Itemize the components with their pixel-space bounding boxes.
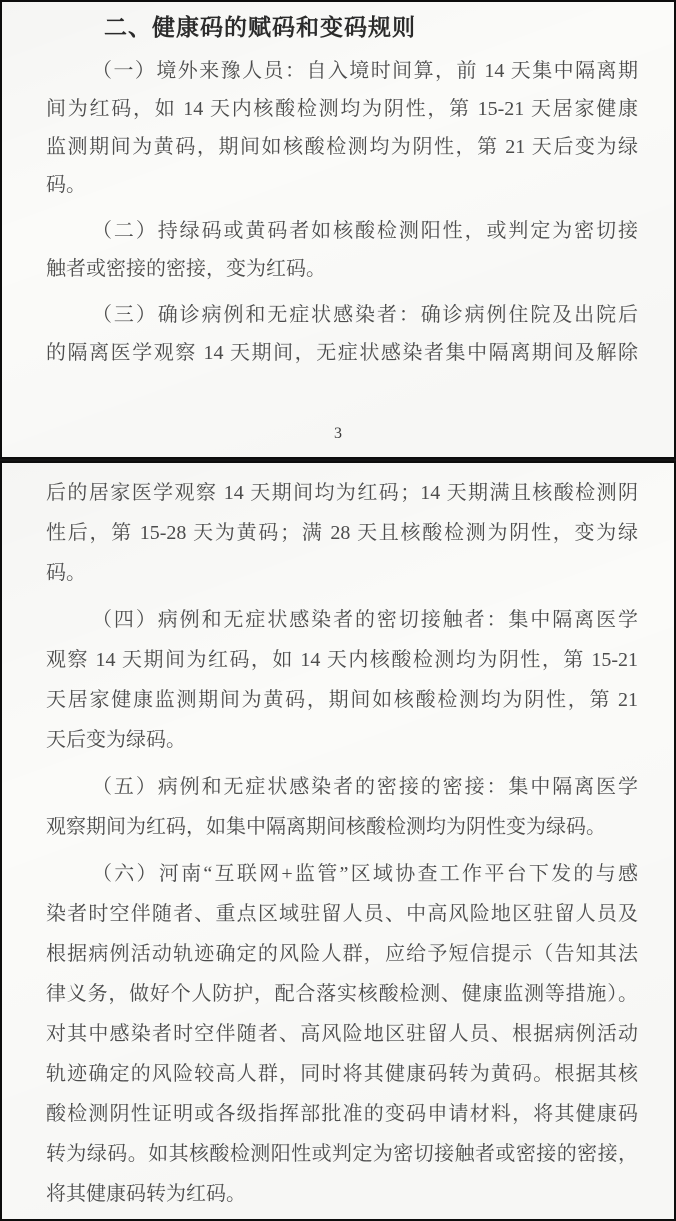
scanned-page-3 <box>0 0 676 459</box>
text-line: 将其健康码转为红码。 <box>46 1183 246 1205</box>
text-line: 码。 <box>46 174 86 196</box>
text-line: （五）病例和无症状感染者的密接的密接：集中隔离医学 <box>92 776 638 798</box>
page-3-content <box>2 2 674 372</box>
text-line: 轨迹确定的风险较高人群，同时将其健康码转为黄码。根据其核 <box>46 1063 638 1085</box>
paragraph-rule-3 <box>46 296 638 372</box>
text-line: 根据病例活动轨迹确定的风险人群，应给予短信提示（告知其法 <box>46 943 638 965</box>
paragraph-rule-3-continued <box>46 473 638 593</box>
scanned-page-4 <box>0 461 676 1221</box>
text-line: 转为绿码。如其核酸检测阳性或判定为密切接触者或密接的密接， <box>46 1143 638 1165</box>
paragraph-rule-6 <box>46 854 638 1214</box>
text-line: 观察 14 天期间为红码，如 14 天内核酸检测均为阴性，第 15-21 <box>46 649 638 671</box>
page-4-content <box>2 463 674 1214</box>
text-line: 码。 <box>46 562 86 584</box>
text-line: 律义务，做好个人防护，配合落实核酸检测、健康监测等措施）。 <box>46 983 638 1005</box>
page-number: 3 <box>334 425 342 442</box>
text-line: （三）确诊病例和无症状感染者：确诊病例住院及出院后 <box>92 304 638 326</box>
paragraph-rule-1 <box>46 52 638 204</box>
text-line: 后的居家医学观察 14 天期间均为红码；14 天期满且核酸检测阴 <box>46 482 638 504</box>
text-line: 间为红码，如 14 天内核酸检测均为阴性，第 15-21 天居家健康 <box>46 98 638 120</box>
text-line: 触者或密接的密接，变为红码。 <box>46 258 326 280</box>
page-4-paragraphs <box>46 473 638 1214</box>
section-heading: 二、健康码的赋码和变码规则 <box>104 14 416 40</box>
text-line: 天居家健康监测期间为黄码，期间如核酸检测均为阴性，第 21 <box>46 689 638 711</box>
text-line: 对其中感染者时空伴随者、高风险地区驻留人员、根据病例活动 <box>46 1023 638 1045</box>
page-3-paragraphs <box>46 52 638 372</box>
text-line: （二）持绿码或黄码者如核酸检测阳性，或判定为密切接 <box>92 220 638 242</box>
text-line: 的隔离医学观察 14 天期间，无症状感染者集中隔离期间及解除 <box>46 342 638 364</box>
paragraph-rule-4 <box>46 600 638 760</box>
paragraph-rule-2 <box>46 212 638 288</box>
text-line: 观察期间为红码，如集中隔离期间核酸检测均为阴性变为绿码。 <box>46 816 606 838</box>
text-line: 监测期间为黄码，期间如核酸检测均为阴性，第 21 天后变为绿 <box>46 136 638 158</box>
text-line: 染者时空伴随者、重点区域驻留人员、中高风险地区驻留人员及 <box>46 903 638 925</box>
paragraph-rule-5 <box>46 767 638 847</box>
text-line: 天后变为绿码。 <box>46 729 186 751</box>
text-line: 酸检测阴性证明或各级指挥部批准的变码申请材料，将其健康码 <box>46 1103 638 1125</box>
text-line: （一）境外来豫人员：自入境时间算，前 14 天集中隔离期 <box>92 60 638 82</box>
text-line: （六）河南“互联网+监管”区域协查工作平台下发的与感 <box>92 863 638 885</box>
text-line: 性后，第 15-28 天为黄码；满 28 天且核酸检测为阴性，变为绿 <box>46 522 638 544</box>
text-line: （四）病例和无症状感染者的密切接触者：集中隔离医学 <box>92 609 638 631</box>
